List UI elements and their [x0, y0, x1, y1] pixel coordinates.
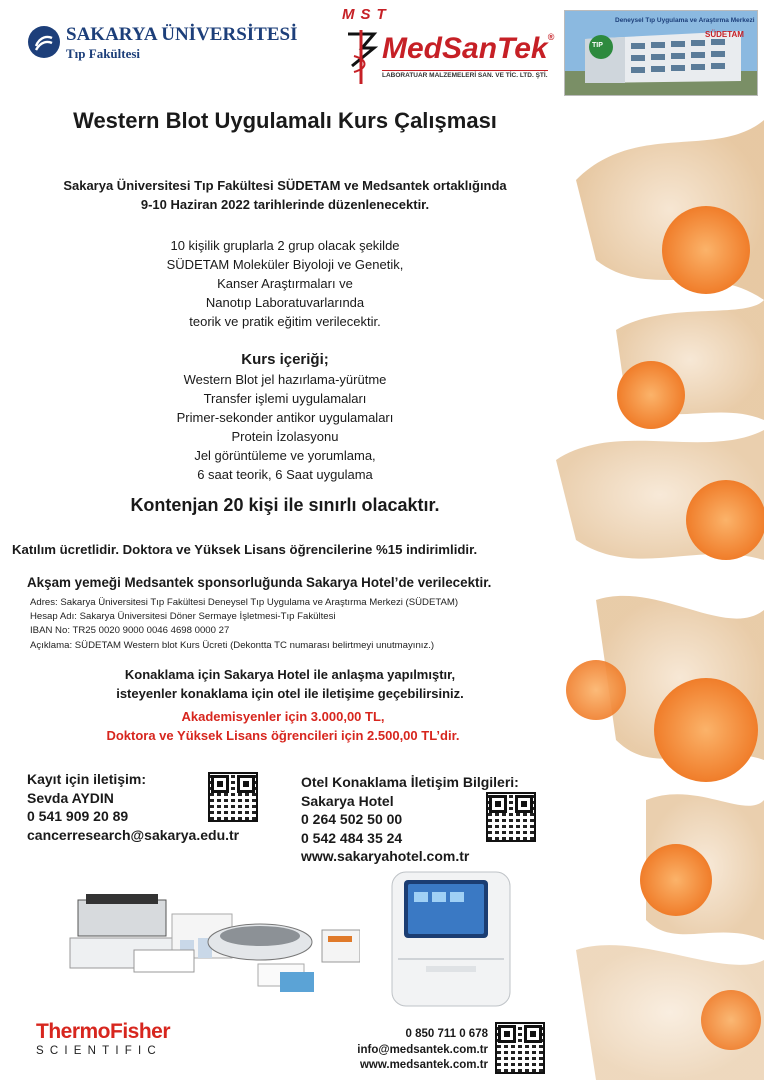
payment-account: Hesap Adı: Sakarya Üniversitesi Döner Sermaye İşletmesi-Tıp Fakültesi — [30, 611, 336, 623]
course-item: Protein İzolasyonu — [231, 429, 339, 444]
university-name: SAKARYA ÜNİVERSİTESİ — [66, 24, 298, 45]
course-item: Western Blot jel hazırlama-yürütme — [183, 372, 387, 387]
medsantek-logo — [338, 6, 555, 90]
groups-line: SÜDETAM Moleküler Biyoloji ve Genetik, — [166, 257, 404, 272]
course-item: Primer-sekonder antikor uygulamaları — [176, 410, 394, 425]
payment-address: Adres: Sakarya Üniversitesi Tıp Fakültesi Deneysel Tıp Uygulama ve Araştırma Merkezi (SÜDETAM) — [30, 597, 459, 608]
accommodation-line: Konaklama için Sakarya Hotel ile anlaşma yapılmıştır, — [124, 667, 456, 682]
footer-website[interactable]: www.medsantek.com.tr — [359, 1059, 488, 1071]
course-heading: Kurs içeriği; — [241, 351, 329, 368]
course-item: 6 saat teorik, 6 Saat uygulama — [197, 467, 373, 482]
accommodation-line: isteyenler konaklama için otel ile iletişime geçebilirsiniz. — [116, 686, 464, 701]
thermo-fisher-logo — [36, 1020, 186, 1057]
tip-badge: TIP — [592, 42, 603, 49]
hotel-qr-code[interactable] — [486, 792, 536, 842]
quota-notice: Kontenjan 20 kişi ile sınırlı olacaktır. — [130, 495, 440, 515]
intro-line: 9-10 Haziran 2022 tarihlerinde düzenlenecektir. — [140, 197, 430, 212]
fee-notice: Katılım ücretlidir. Doktora ve Yüksek Lisans öğrencilerine %15 indirimlidir. — [12, 542, 478, 557]
medsantek-qr-code[interactable] — [495, 1022, 545, 1074]
payment-description: Açıklama: SÜDETAM Western blot Kurs Ücreti (Dekontta TC numarası belirtmeyi unutmayınız.) — [30, 639, 435, 651]
intro-line: Sakarya Üniversitesi Tıp Fakültesi SÜDETAM ve Medsantek ortaklığında — [63, 178, 507, 193]
footer-phone[interactable]: 0 850 711 0 678 — [405, 1028, 488, 1040]
gel-imager-device-image — [386, 868, 516, 1010]
decorative-background — [556, 0, 764, 1080]
hotel-phone[interactable]: 0 542 484 35 24 — [301, 829, 403, 846]
university-emblem-icon — [28, 26, 60, 58]
faculty-name: Tıp Fakültesi — [66, 46, 141, 61]
payment-details — [30, 596, 458, 653]
groups-line: 10 kişilik gruplarla 2 grup olacak şekilde — [170, 238, 400, 253]
course-item: Transfer işlemi uygulamaları — [203, 391, 367, 406]
contact-email[interactable]: cancerresearch@sakarya.edu.tr — [27, 826, 240, 843]
intro-block — [0, 176, 570, 214]
contact-name: Sevda AYDIN — [27, 789, 114, 806]
hotel-name: Sakarya Hotel — [301, 792, 394, 809]
page-title: Western Blot Uygulamalı Kurs Çalışması — [73, 108, 497, 133]
registration-qr-code[interactable] — [208, 772, 258, 822]
payment-iban: IBAN No: TR25 0020 9000 0046 4698 0000 27 — [30, 625, 230, 637]
price-block — [0, 707, 566, 745]
sakarya-university-logo — [28, 24, 298, 64]
hotel-website[interactable]: www.sakaryahotel.com.tr — [301, 848, 470, 864]
sudetam-building-photo — [564, 10, 758, 96]
groups-line: Kanser Araştırmaları ve — [217, 276, 353, 291]
western-blot-products-image — [60, 880, 360, 1000]
contact-phone[interactable]: 0 541 909 20 89 — [27, 808, 129, 824]
building-sign: SÜDETAM — [705, 30, 744, 39]
medsantek-name: MedSanTek® — [382, 32, 555, 65]
course-content — [0, 350, 570, 484]
thermo-fisher-name: ThermoFisher — [36, 1020, 171, 1043]
hotel-phone[interactable]: 0 264 502 50 00 — [301, 811, 403, 827]
footer-email[interactable]: info@medsantek.com.tr — [357, 1043, 488, 1056]
groups-line: Nanotıp Laboratuvarlarında — [205, 295, 365, 310]
hotel-heading: Otel Konaklama İletişim Bilgileri: — [301, 774, 519, 790]
medsantek-mark: MST — [342, 6, 392, 23]
groups-line: teorik ve pratik eğitim verilecektir. — [189, 314, 381, 329]
student-price: Doktora ve Yüksek Lisans öğrencileri için 2.500,00 TL’dir. — [106, 728, 460, 743]
thermo-fisher-scientific: SCIENTIFIC — [36, 1045, 162, 1057]
accommodation-block — [0, 665, 580, 703]
medsantek-subtitle: LABORATUAR MALZEMELERİ SAN. VE TİC. LTD. ŞTİ. — [382, 72, 548, 79]
academic-price: Akademisyenler için 3.000,00 TL, — [181, 709, 385, 724]
building-caption: Deneysel Tıp Uygulama ve Araştırma Merkezi — [615, 17, 755, 24]
dinner-notice: Akşam yemeği Medsantek sponsorluğunda Sakarya Hotel’de verilecektir. — [27, 575, 492, 590]
footer-contact — [320, 1027, 488, 1074]
contact-heading: Kayıt için iletişim: — [27, 771, 147, 787]
caduceus-icon — [344, 26, 378, 86]
course-item: Jel görüntüleme ve yorumlama, — [194, 448, 376, 463]
groups-block — [0, 236, 570, 331]
